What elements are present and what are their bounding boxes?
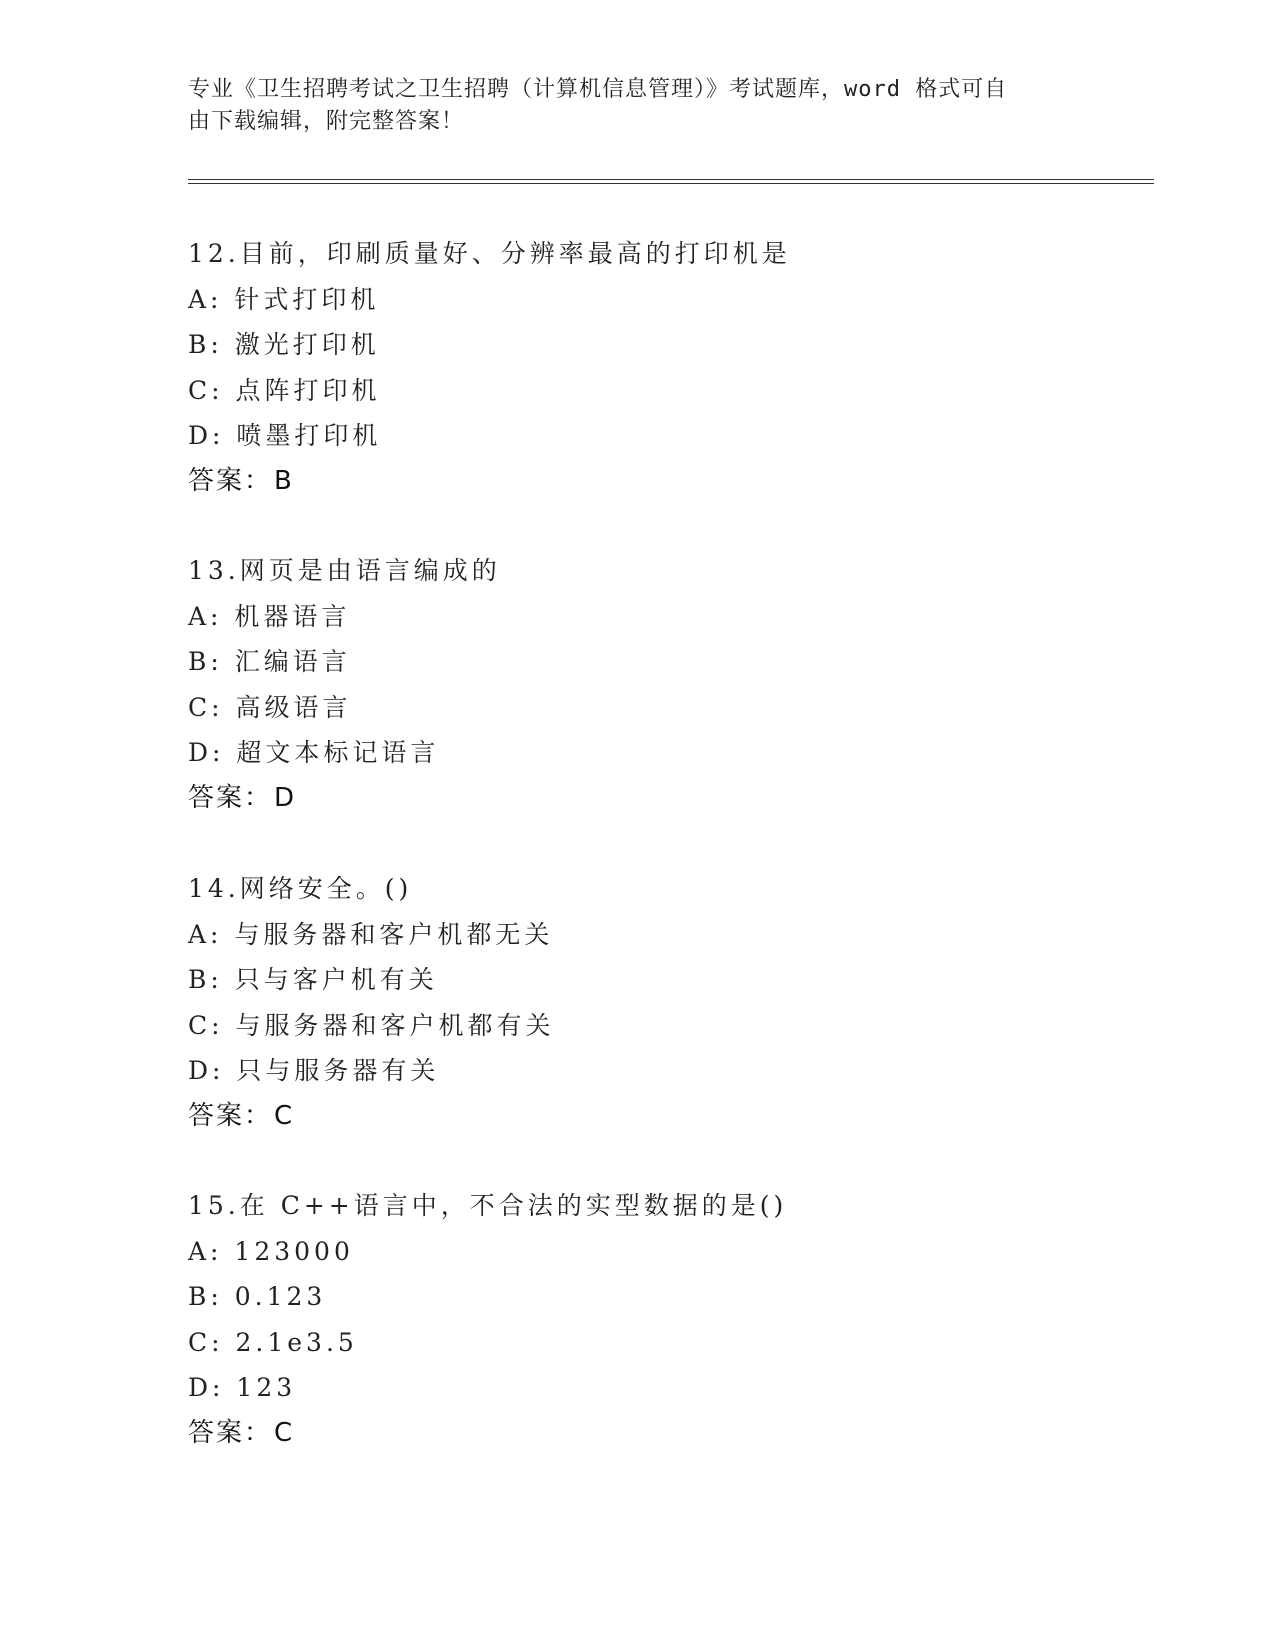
answer-line [188, 776, 1148, 822]
option-c: C: 高级语言 [188, 692, 352, 722]
option-a: A: 机器语言 [188, 601, 351, 631]
option-c: C: 与服务器和客户机都有关 [188, 1010, 555, 1040]
answer-value: C [274, 1417, 295, 1448]
option-b: B: 汇编语言 [188, 647, 351, 676]
question-title: 15.在 C++语言中，不合法的实型数据的是() [188, 1191, 788, 1220]
question-block [188, 1183, 1148, 1456]
option-c: C: 点阵打印机 [188, 375, 381, 405]
option-d: D: 只与服务器有关 [188, 1056, 440, 1085]
option-a: A: 与服务器和客户机都无关 [188, 919, 554, 949]
question-title: 14.网络安全。() [188, 874, 413, 903]
answer-label: 答案： [188, 1100, 273, 1131]
header-line-1: 专业《卫生招聘考试之卫生招聘（计算机信息管理）》考试题库，word 格式可自 [188, 77, 1008, 102]
answer-value: D [274, 782, 297, 813]
answer-line [188, 1094, 1148, 1140]
option-c: C: 2.1e3.5 [188, 1327, 358, 1357]
question-title: 12.目前，印刷质量好、分辨率最高的打印机是 [188, 239, 791, 268]
header-line-2: 由下载编辑，附完整答案！ [188, 109, 465, 134]
option-d: D: 超文本标记语言 [188, 738, 440, 767]
header-divider-top [188, 179, 1154, 180]
answer-label: 答案： [188, 1417, 273, 1448]
option-a: A: 123000 [188, 1236, 354, 1266]
question-block [188, 866, 1148, 1139]
header-divider-bottom [188, 183, 1154, 184]
option-a: A: 针式打印机 [188, 284, 380, 314]
answer-line [188, 1411, 1148, 1457]
option-b: B: 0.123 [188, 1282, 327, 1311]
document-header [188, 74, 1088, 138]
option-b: B: 激光打印机 [188, 330, 380, 359]
answer-value: C [274, 1100, 295, 1131]
answer-value: B [274, 465, 294, 496]
option-b: B: 只与客户机有关 [188, 965, 438, 994]
option-d: D: 喷墨打印机 [188, 421, 382, 450]
question-title: 13.网页是由语言编成的 [188, 556, 501, 585]
answer-label: 答案： [188, 782, 273, 813]
answer-label: 答案： [188, 465, 273, 496]
option-d: D: 123 [188, 1373, 297, 1402]
question-block [188, 231, 1148, 504]
question-block [188, 548, 1148, 821]
answer-line [188, 459, 1148, 505]
